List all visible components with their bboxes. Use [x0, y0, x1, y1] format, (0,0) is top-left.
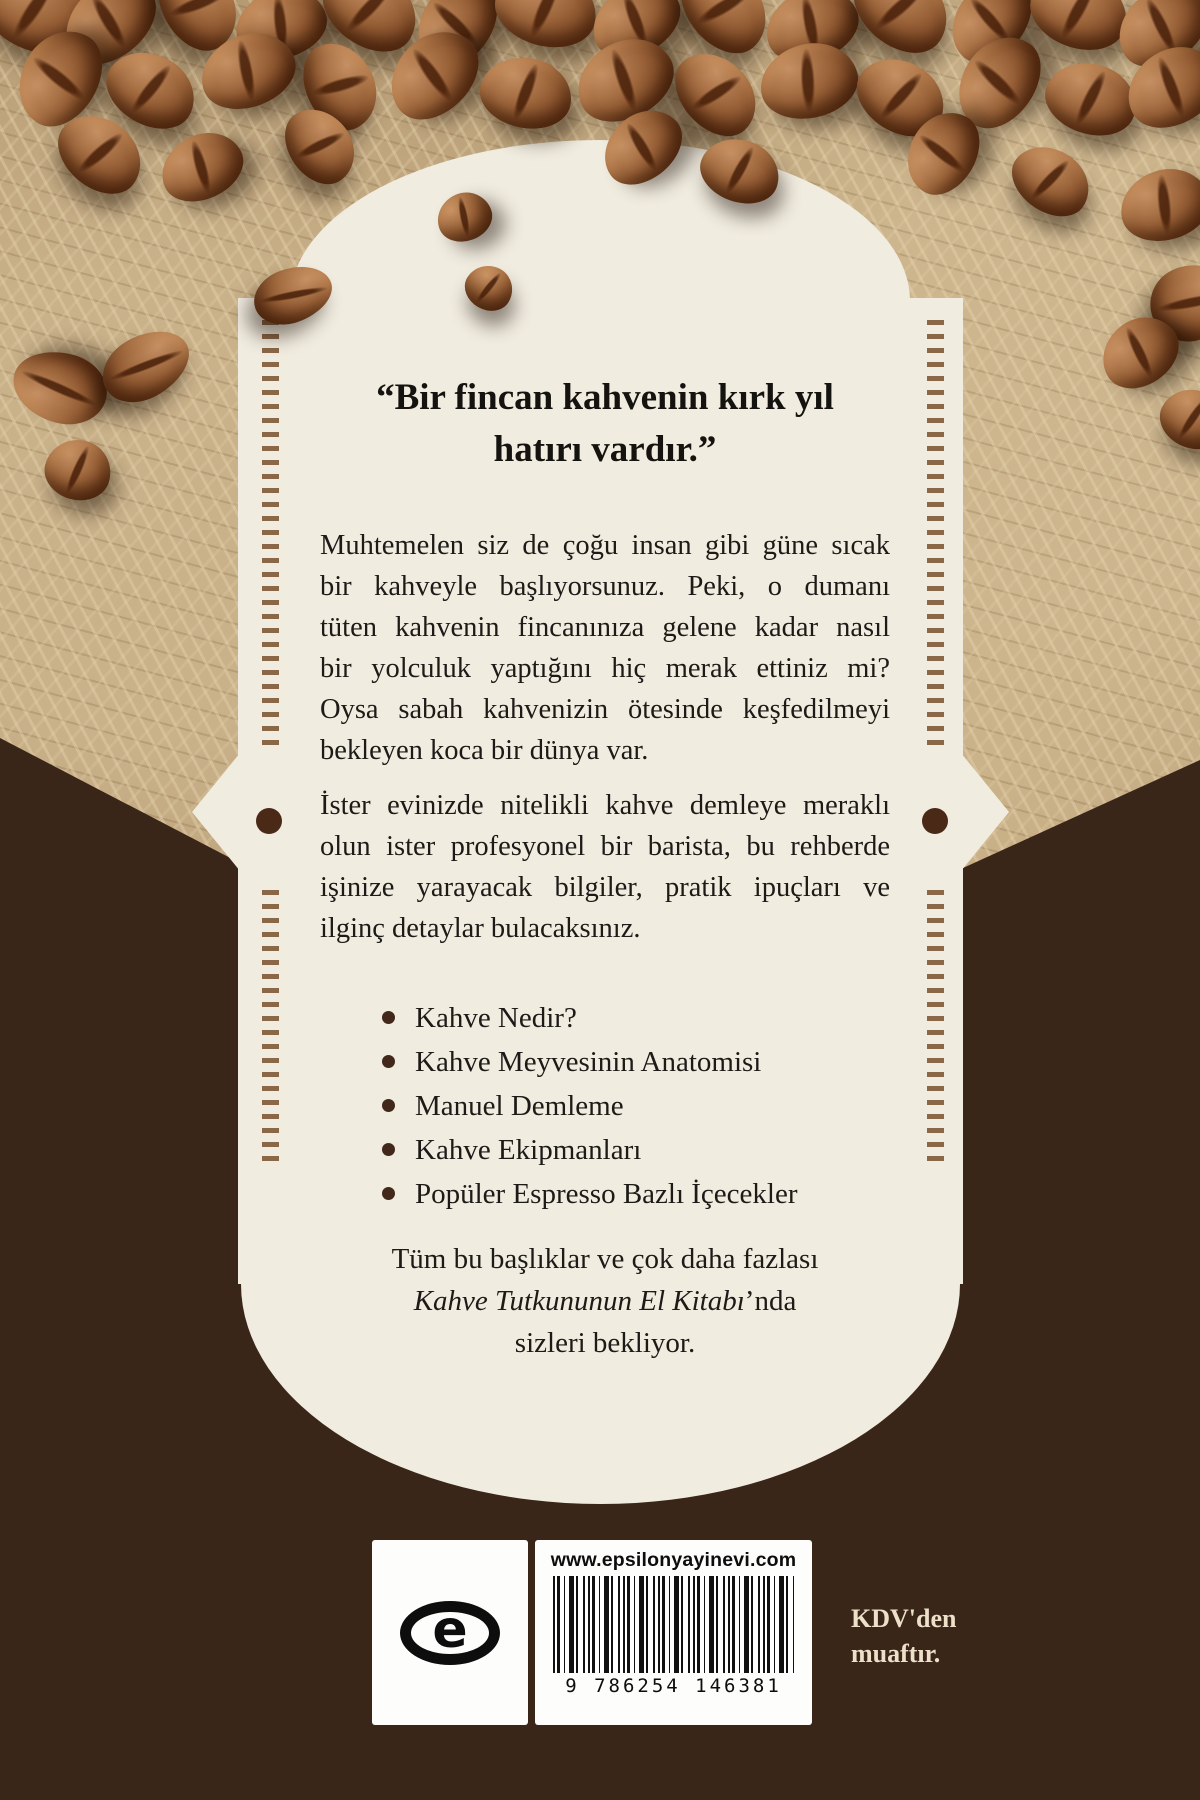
coffee-bean-crease	[916, 131, 968, 176]
coffee-bean-crease	[876, 69, 926, 122]
closing-line3: sizleri bekliyor.	[514, 1327, 696, 1359]
coffee-bean-crease	[167, 0, 228, 21]
body-line: Muhtemelen siz de çoğu insan gibi güne sıcak	[320, 530, 890, 561]
coffee-bean-crease	[20, 367, 99, 409]
body-line: bir kahveyle başlıyorsunuz. Peki, o dumanı	[320, 571, 890, 602]
coffee-bean-crease	[1057, 0, 1100, 41]
coffee-bean-crease	[1156, 289, 1200, 313]
dashed-border-right-bottom	[927, 890, 944, 1166]
coffee-bean-crease	[188, 139, 214, 195]
tax-note-line1: KDV'den	[851, 1604, 957, 1633]
closing-line1: Tüm bu başlıklar ve çok daha fazlası	[391, 1243, 819, 1275]
coffee-bean-crease	[622, 120, 661, 173]
coffee-bean	[150, 120, 253, 214]
body-line: İster evinizde nitelikli kahve demleye meraklı	[320, 790, 890, 821]
coffee-bean	[91, 316, 202, 416]
epsilon-logo-letter: e	[432, 1599, 468, 1660]
ornament-dot-right	[922, 808, 948, 834]
topic-item: Kahve Meyvesinin Anatomisi	[382, 1040, 882, 1084]
tax-note	[851, 1601, 956, 1671]
topic-item: Manuel Demleme	[382, 1084, 882, 1128]
body-line: bir yolculuk yaptığını hiç merak ettiniz mi?	[320, 653, 890, 684]
topic-item: Kahve Nedir?	[382, 996, 882, 1040]
coffee-bean-crease	[74, 129, 126, 177]
barcode-box	[535, 1540, 812, 1725]
coffee-bean-crease	[1155, 174, 1174, 235]
book-title-suffix: ’nda	[744, 1285, 797, 1317]
coffee-bean-crease	[474, 271, 503, 305]
coffee-bean-crease	[722, 144, 758, 196]
coffee-bean-crease	[871, 0, 930, 34]
coffee-bean-crease	[1154, 55, 1189, 119]
coffee-bean	[474, 49, 579, 137]
topics-list	[382, 996, 882, 1216]
coffee-bean-crease	[63, 444, 92, 495]
coffee-bean-crease	[1122, 325, 1157, 380]
paragraph-2	[320, 785, 890, 949]
coffee-bean	[1112, 160, 1200, 251]
coffee-bean-crease	[29, 52, 89, 104]
coffee-bean-crease	[525, 0, 565, 40]
body-line: ilginç detaylar bulacaksınız.	[320, 913, 641, 944]
epsilon-logo-icon	[400, 1601, 500, 1665]
topic-item: Kahve Ekipmanları	[382, 1128, 882, 1172]
coffee-bean-crease	[259, 284, 328, 305]
headline-quote-line2: hatırı vardır.”	[493, 429, 717, 470]
coffee-bean-crease	[310, 71, 370, 99]
publisher-logo-box	[372, 1540, 528, 1725]
topic-item: Popüler Espresso Bazlı İçecekler	[382, 1172, 882, 1216]
dashed-border-right-top	[927, 320, 944, 746]
coffee-bean	[1151, 379, 1200, 459]
closing-line2	[300, 1280, 910, 1322]
body-line: işinize yarayacak bilgiler, pratik ipuçları ve	[320, 872, 890, 903]
paragraph-1	[320, 525, 890, 771]
coffee-bean	[38, 432, 117, 507]
coffee-bean-crease	[508, 62, 542, 123]
book-title: Kahve Tutkununun El Kitabı	[413, 1285, 745, 1317]
coffee-bean	[5, 341, 115, 433]
coffee-bean-crease	[1071, 68, 1110, 127]
coffee-bean-crease	[799, 48, 816, 112]
isbn-number: 9 786254 146381	[565, 1675, 782, 1697]
tax-note-line2: muaftır.	[851, 1639, 941, 1668]
publisher-website: www.epsilonyayinevi.com	[550, 1549, 797, 1571]
coffee-bean	[1000, 132, 1103, 230]
coffee-bean-crease	[606, 47, 641, 113]
coffee-bean-crease	[1028, 157, 1073, 203]
coffee-bean-crease	[342, 0, 396, 36]
closing-block	[300, 1238, 910, 1364]
dashed-border-left-bottom	[262, 890, 279, 1166]
coffee-bean-crease	[694, 0, 754, 29]
coffee-bean	[487, 0, 605, 58]
headline-quote	[320, 372, 890, 476]
coffee-bean-crease	[294, 128, 347, 161]
body-line: tüten kahvenin fincanınıza gelene kadar nasıl	[320, 612, 890, 643]
body-line: Oysa sabah kahvenizin ötesinde keşfedilmeyi	[320, 694, 890, 725]
body-line: olun ister profesyonel bir barista, bu rehberde	[320, 831, 890, 862]
coffee-bean-crease	[409, 45, 457, 105]
coffee-bean-crease	[688, 72, 744, 115]
coffee-bean-crease	[127, 61, 175, 116]
headline-quote-line1: “Bir fincan kahvenin kırk yıl	[376, 377, 834, 418]
coffee-bean-crease	[456, 196, 471, 238]
coffee-bean-crease	[234, 39, 259, 102]
isbn-barcode	[553, 1576, 794, 1673]
dashed-border-left-top	[262, 320, 279, 746]
body-line: bekleyen koca bir dünya var.	[320, 735, 649, 766]
coffee-bean-crease	[1175, 395, 1200, 442]
coffee-bean-crease	[971, 56, 1025, 109]
ornament-dot-left	[256, 808, 282, 834]
coffee-bean-crease	[108, 347, 185, 383]
